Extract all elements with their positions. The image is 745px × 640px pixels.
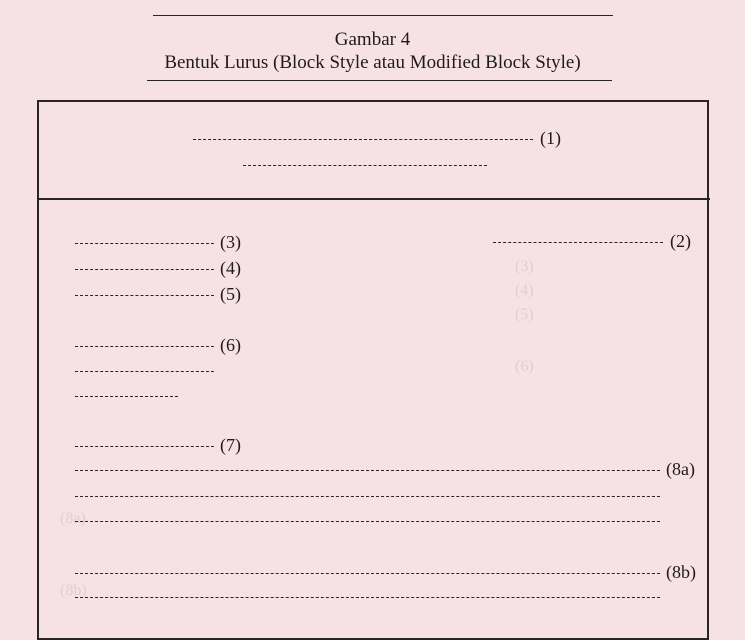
- label-2: (2): [670, 231, 691, 251]
- salutation-line: [75, 446, 214, 447]
- body-8a-line-2: [75, 496, 660, 497]
- block-6-line-2: [75, 371, 214, 372]
- label-7: (7): [220, 435, 241, 455]
- address-line-4: [75, 269, 214, 270]
- bleed-through-mark: (3): [515, 258, 534, 275]
- label-8b: (8b): [666, 562, 696, 582]
- caption-bottom-rule: [147, 80, 612, 81]
- bleed-through-mark: (8a): [60, 510, 86, 527]
- bleed-through-mark: (4): [515, 282, 534, 299]
- label-3: (3): [220, 232, 241, 252]
- body-8b-line-1: [75, 573, 660, 574]
- label-5: (5): [220, 284, 241, 304]
- caption-top-rule: [153, 15, 613, 16]
- block-6-line-1: [75, 346, 214, 347]
- label-4: (4): [220, 258, 241, 278]
- body-8a-line-3: [75, 521, 660, 522]
- label-6: (6): [220, 335, 241, 355]
- caption-subtitle: Bentuk Lurus (Block Style atau Modified Block Style): [164, 52, 581, 73]
- block-6-line-3: [75, 396, 178, 397]
- address-line-5: [75, 295, 214, 296]
- bleed-through-mark: (8b): [60, 582, 87, 599]
- address-line-3: [75, 243, 214, 244]
- label-8a: (8a): [666, 459, 695, 479]
- label-1: (1): [540, 128, 561, 148]
- body-8b-line-2: [75, 597, 660, 598]
- body-8a-line-1: [75, 470, 660, 471]
- bleed-through-mark: (6): [515, 358, 534, 375]
- letterhead-line-2: [243, 165, 487, 166]
- caption-title: Gambar 4: [334, 29, 411, 50]
- letterhead-divider: [38, 198, 710, 200]
- date-line: [493, 242, 663, 243]
- letterhead-line: [193, 139, 533, 140]
- letter-frame: [37, 100, 709, 640]
- bleed-through-mark: (5): [515, 306, 534, 323]
